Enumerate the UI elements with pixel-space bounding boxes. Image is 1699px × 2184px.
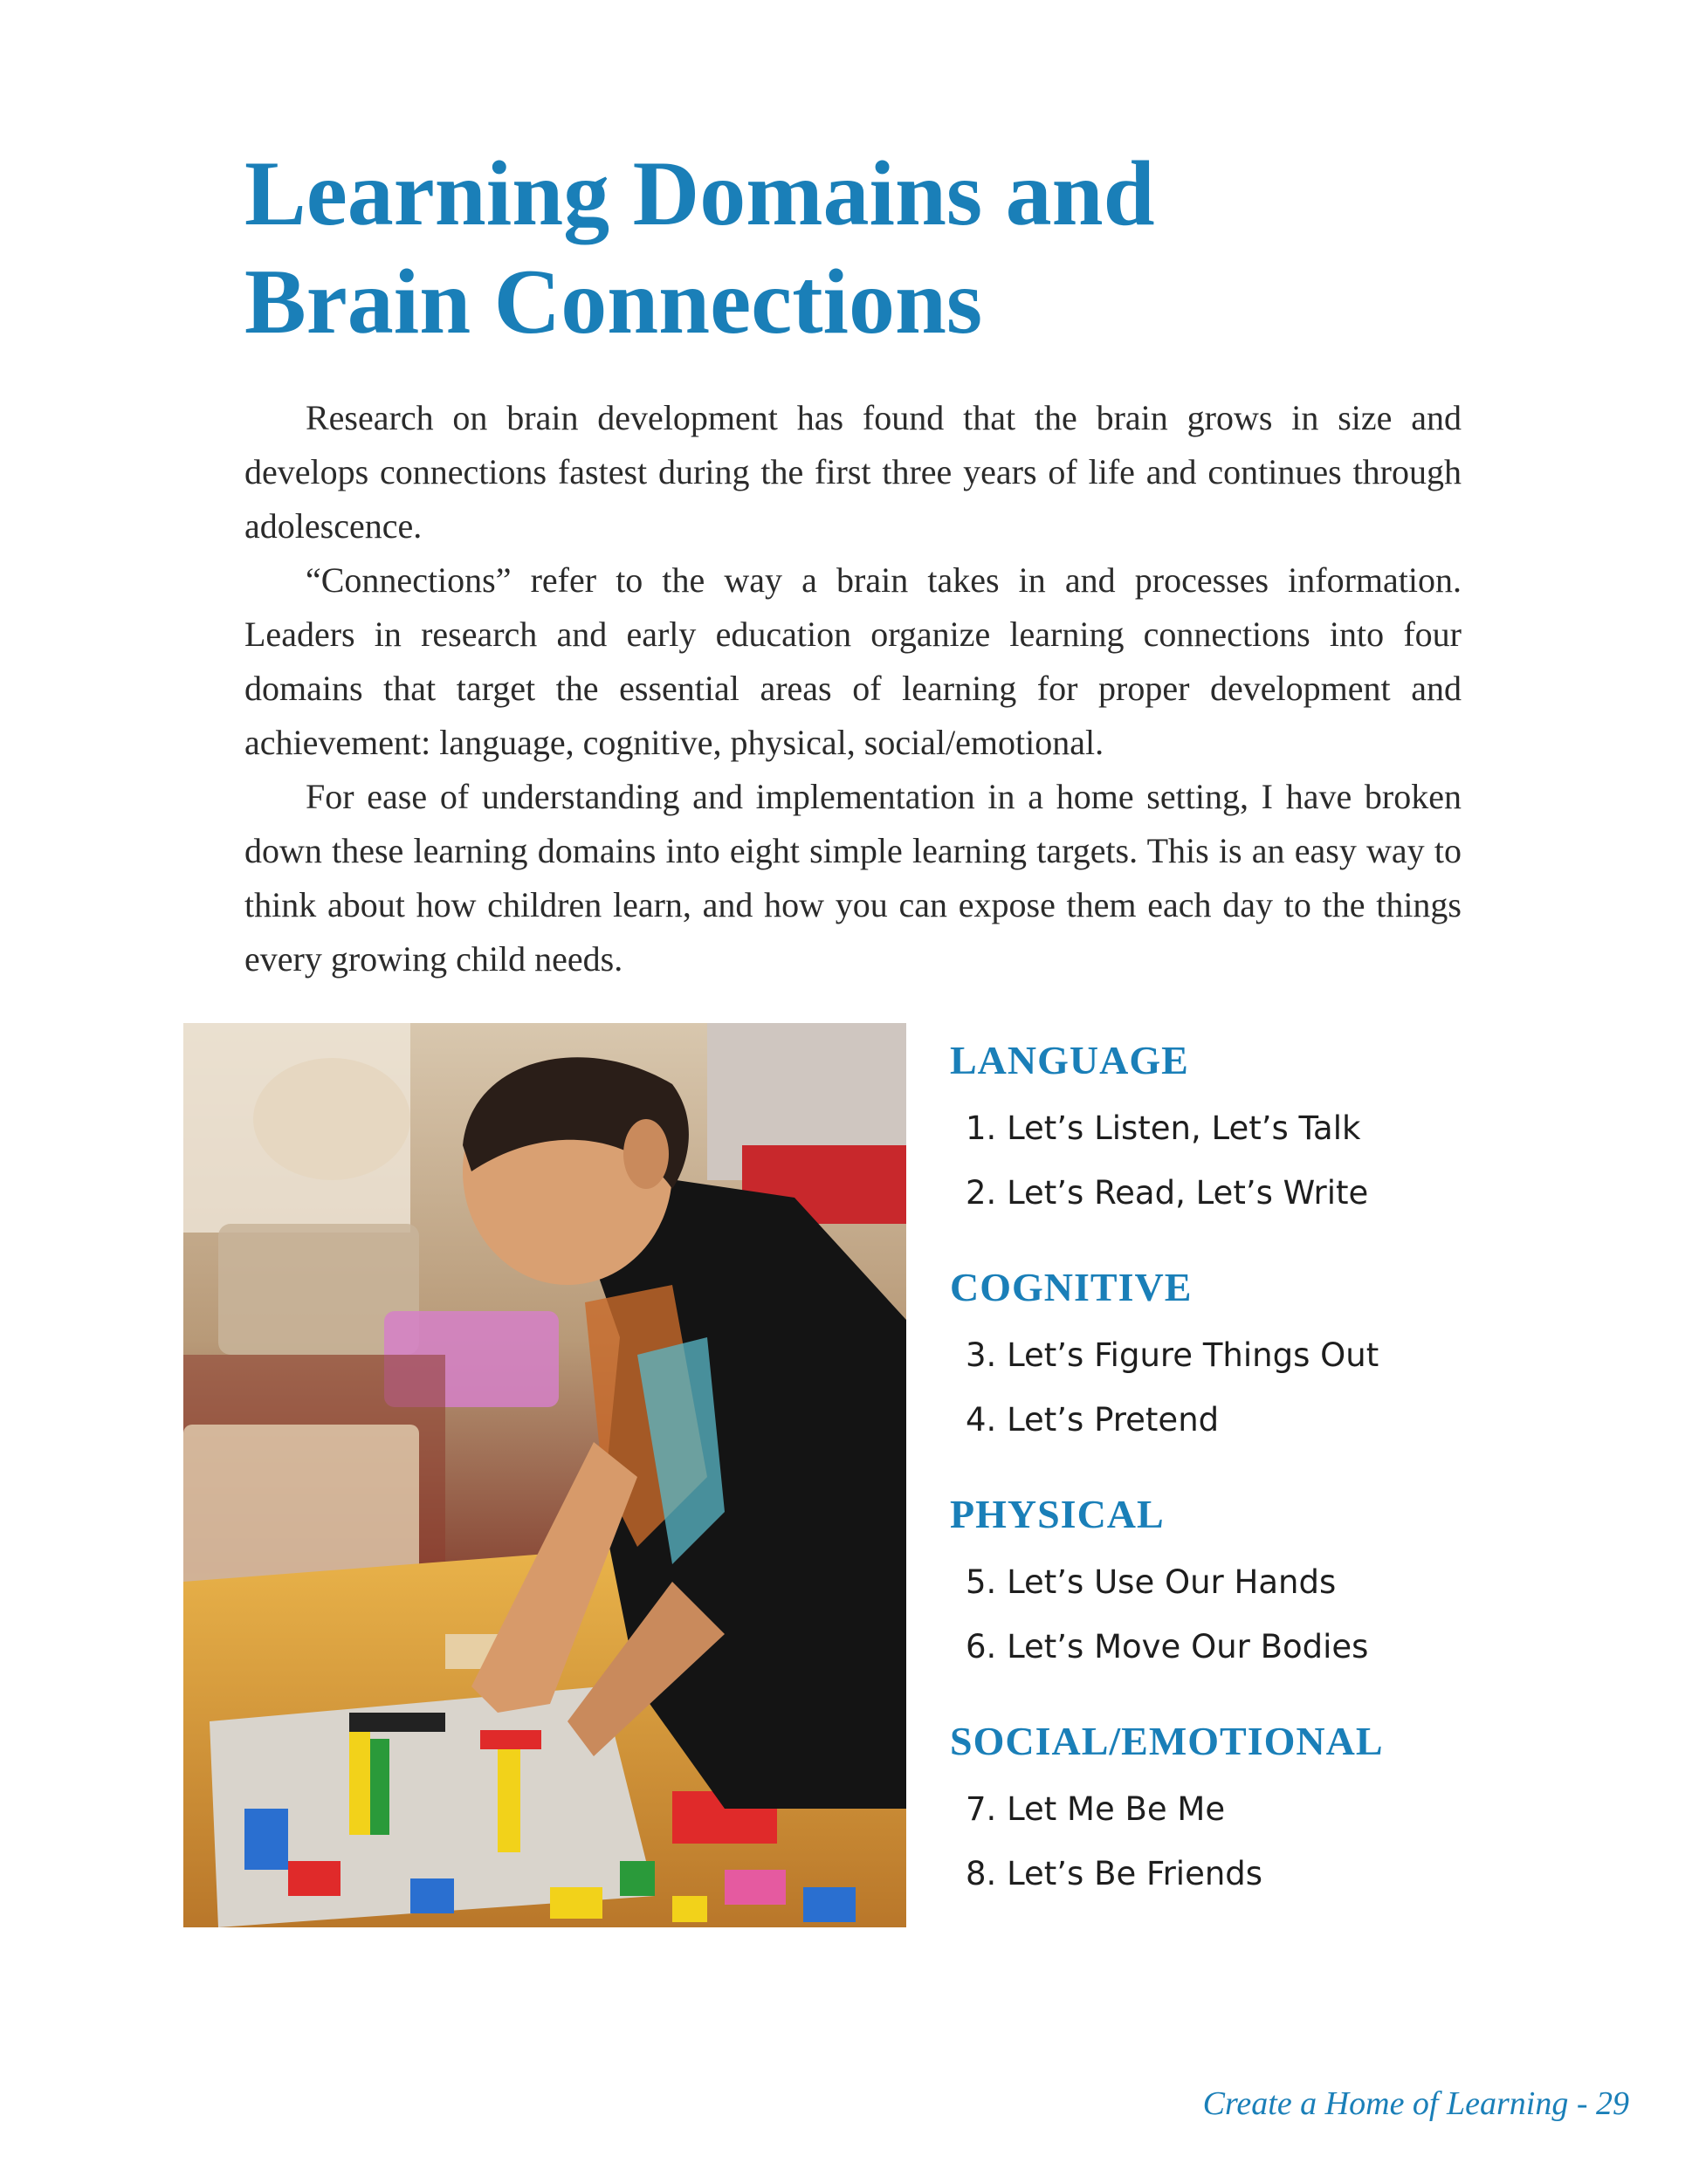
page-title-line-1: Learning Domains and (244, 142, 1155, 244)
body-text (244, 391, 1462, 986)
photo-child-building-blocks (183, 1023, 906, 1927)
page-footer: Create a Home of Learning - 29 (1202, 2085, 1629, 2122)
learning-target: 4. Let’s Pretend (966, 1401, 1220, 1439)
domain-heading: LANGUAGE (950, 1038, 1189, 1082)
learning-target: 2. Let’s Read, Let’s Write (966, 1174, 1369, 1212)
domain-social-emotional (950, 1711, 1509, 1906)
page-title (244, 140, 1554, 356)
domain-heading: COGNITIVE (950, 1265, 1193, 1309)
domain-cognitive (950, 1257, 1509, 1453)
learning-target: 7. Let Me Be Me (966, 1790, 1226, 1828)
domain-heading: SOCIAL/EMOTIONAL (950, 1719, 1384, 1763)
page-title-line-2: Brain Connections (244, 251, 983, 353)
paragraph-1: Research on brain development has found that the brain grows in size and develops connections fastest during the first three years of life and continues through adolescence. (244, 398, 1462, 546)
domain-heading: PHYSICAL (950, 1492, 1165, 1536)
learning-target: 1. Let’s Listen, Let’s Talk (966, 1109, 1361, 1147)
domain-physical (950, 1484, 1509, 1679)
learning-target: 6. Let’s Move Our Bodies (966, 1628, 1369, 1665)
paragraph-3: For ease of understanding and implementation in a home setting, I have broken down these learning domains into eight simple learning targets. This is an easy way to think about how children learn, and how you can expose them each day to the things every growing child needs. (244, 777, 1462, 979)
photo-illustration (183, 1023, 906, 1927)
learning-target: 8. Let’s Be Friends (966, 1855, 1263, 1892)
learning-target: 3. Let’s Figure Things Out (966, 1336, 1379, 1374)
learning-target: 5. Let’s Use Our Hands (966, 1563, 1337, 1601)
learning-domains-list (950, 1030, 1509, 1938)
domain-language (950, 1030, 1509, 1226)
paragraph-2: “Connections” refer to the way a brain takes in and processes information. Leaders in research and early education organize learning connections into four domains that target the essential areas of learning for proper development and achievement: language, cognitive, physical, social/emotional. (244, 560, 1462, 762)
